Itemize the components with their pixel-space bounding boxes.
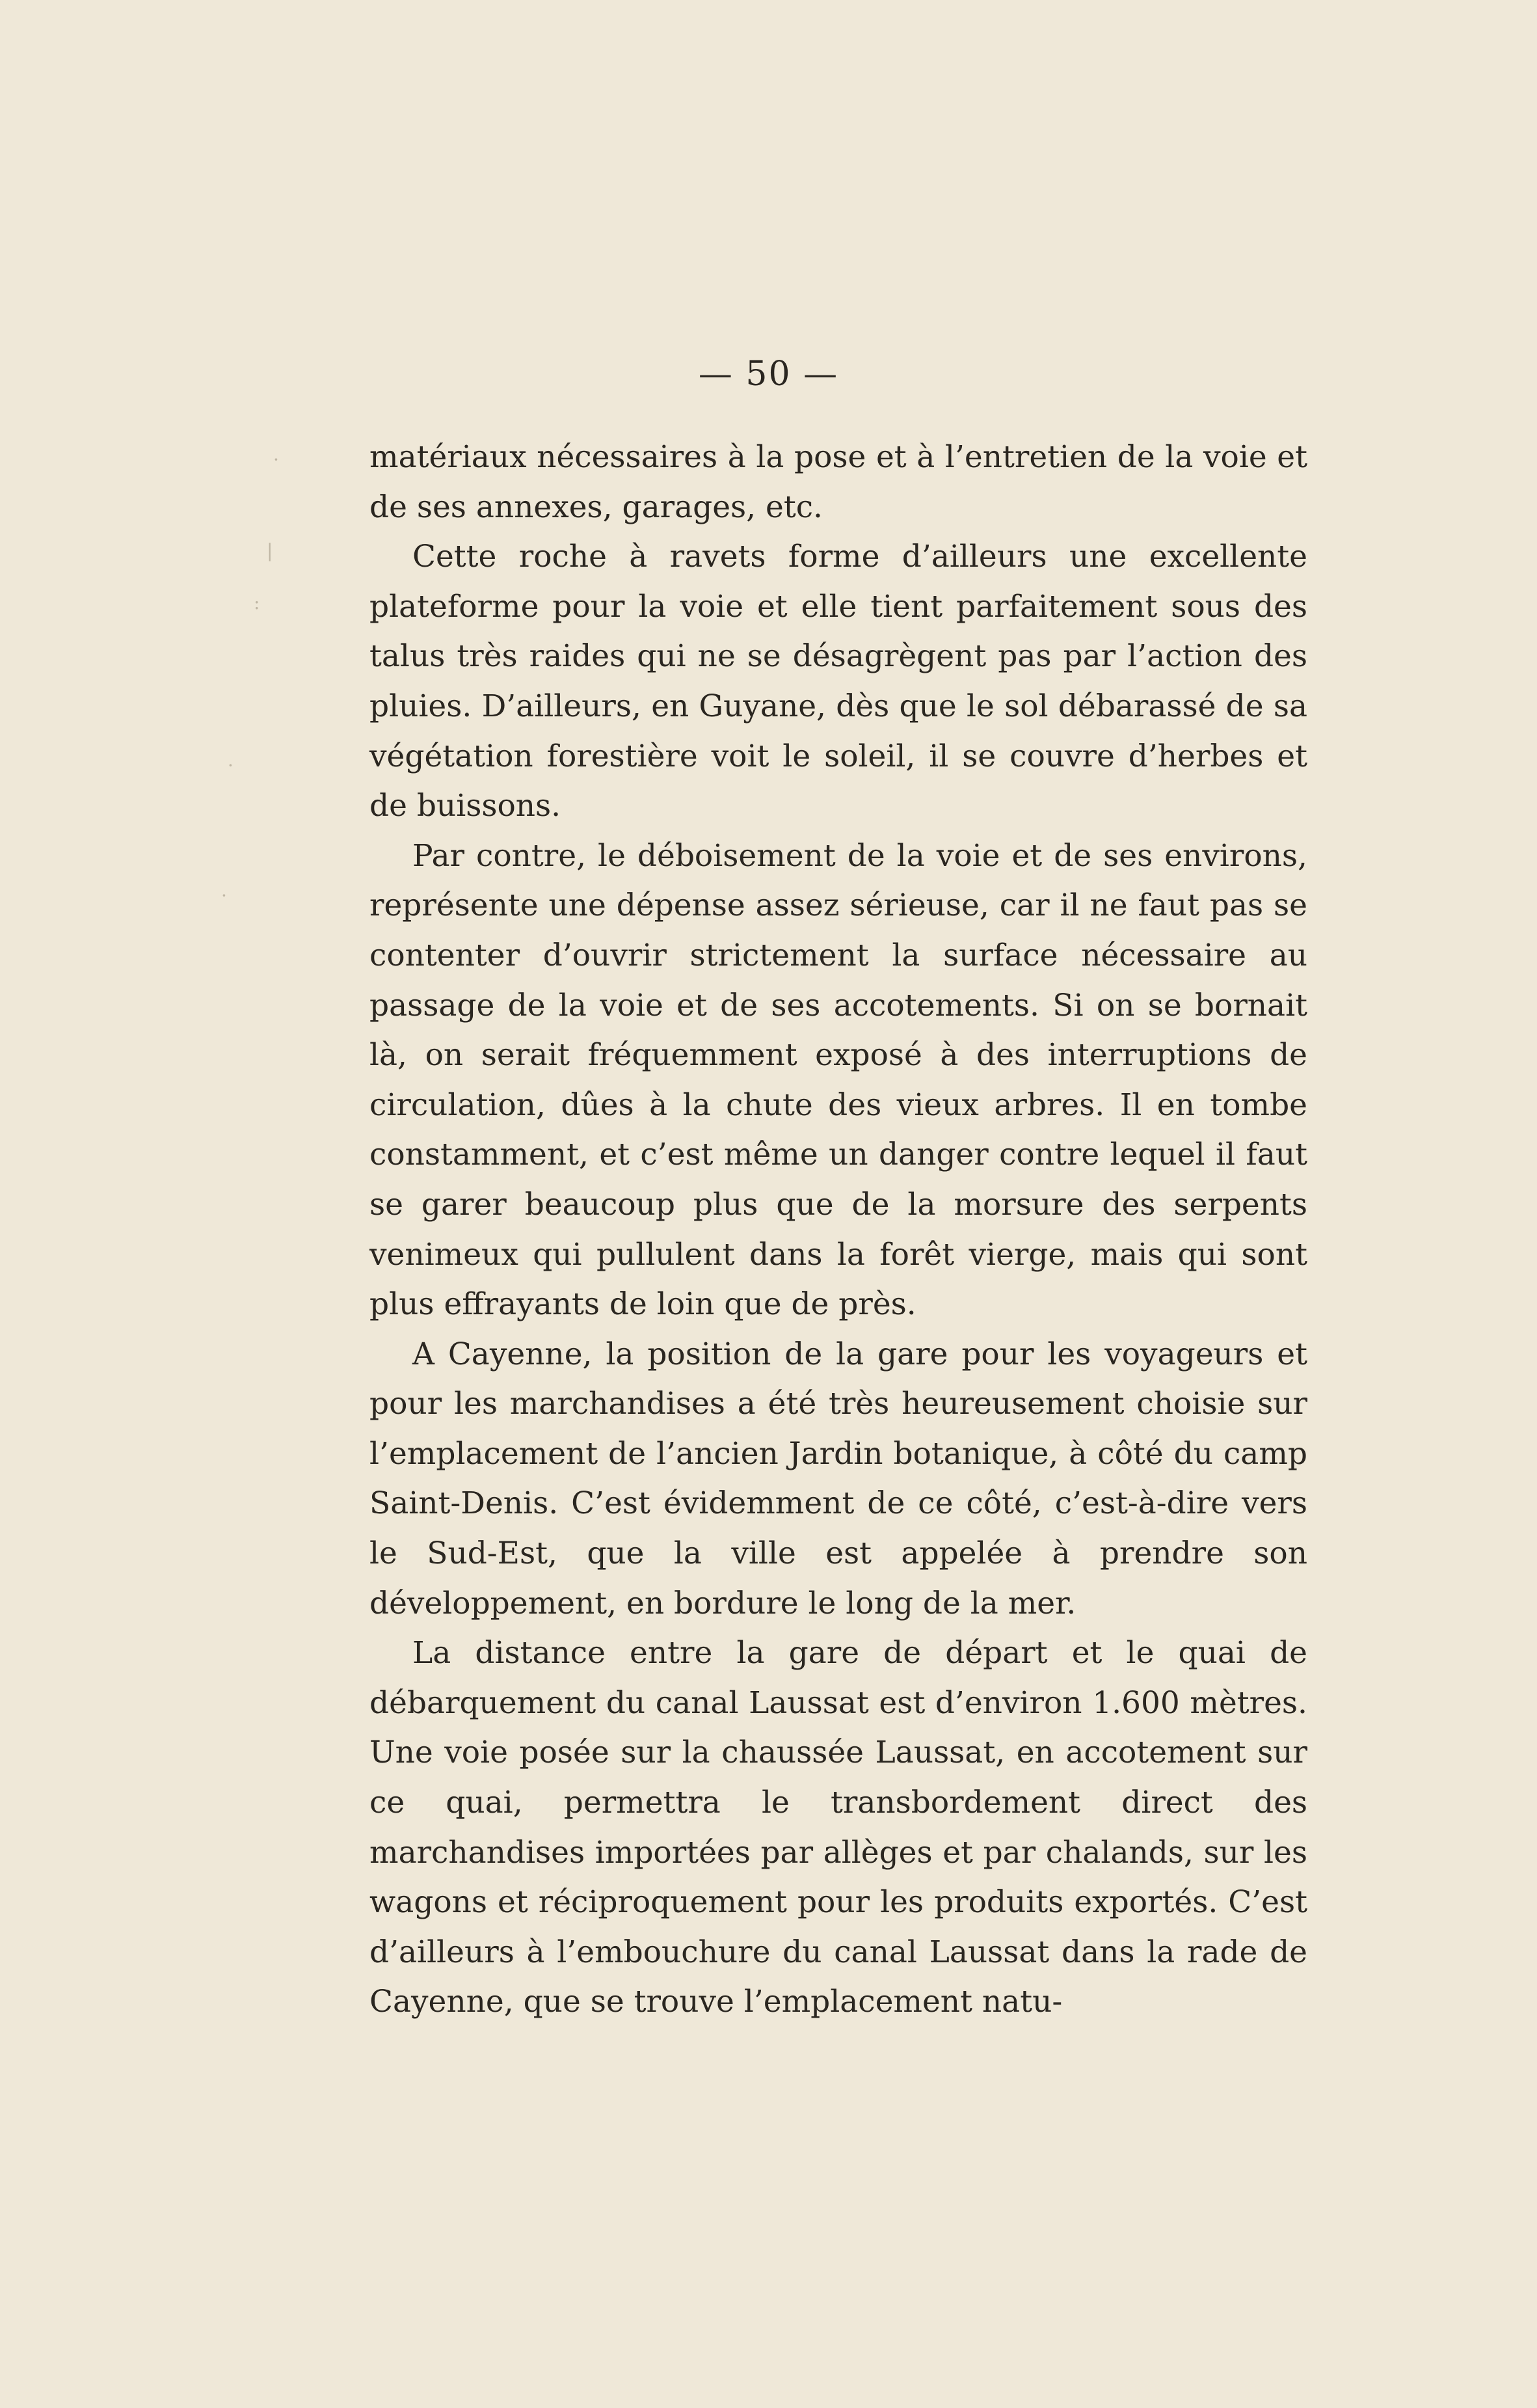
margin-mark: · — [221, 885, 227, 906]
margin-mark: : — [254, 592, 260, 614]
paragraph: La distance entre la gare de départ et le quai de débarquement du canal Laussat est d’environ 1.600 mètres. Une voie posée sur la chaussée Laussat, en accotement sur ce quai, permettra le transbordement direct des marchandises importées par allèges et par chalands, sur les wagons et réciproquement pour les produits exportés. C’est d’ailleurs à l’embouchure du canal Laussat dans la rade de Cayenne, que se trouve l’emplacement natu- — [369, 1635, 1307, 2020]
margin-mark: · — [228, 755, 234, 776]
paragraph: Par contre, le déboisement de la voie et de ses environs, représente une dépense assez sérieuse, car il ne faut pas se contenter d’ouvrir strictement la surface nécessaire au passage de la voie et de ses accotements. Si on se bornait là, on serait fréquemment exposé à des interruptions de circulation, dûes à la chute des vieux arbres. Il en tombe constamment, et c’est même un danger contre lequel il faut se garer beaucoup plus que de la morsure des serpents venimeux qui pullulent dans la forêt vierge, mais qui sont plus effrayants de loin que de près. — [369, 837, 1307, 1323]
page-number: — 50 — — [698, 355, 839, 394]
margin-mark: | — [267, 540, 273, 561]
paragraph: matériaux nécessaires à la pose et à l’entretien de la voie et de ses annexes, garages, etc. — [369, 439, 1307, 525]
paragraph: Cette roche à ravets forme d’ailleurs une excellente plateforme pour la voie et elle tient parfaitement sous des talus très raides qui ne se désagrègent pas par l’action des pluies. D’ailleurs, en Guyane, dès que le sol débarassé de sa végétation forestière voit le soleil, il se couvre d’herbes et de buissons. — [369, 539, 1307, 824]
paragraph: A Cayenne, la position de la gare pour les voyageurs et pour les marchandises a été très heureusement choisie sur l’emplacement de l’ancien Jardin botanique, à côté du camp Saint-Denis. C’est évidemment de ce côté, c’est-à-dire vers le Sud-Est, que la ville est appelée à prendre son développement, en bordure le long de la mer. — [369, 1336, 1307, 1621]
margin-mark: · — [273, 449, 279, 470]
body-text — [369, 433, 1307, 2027]
margin-bleed-through — [163, 442, 280, 1158]
